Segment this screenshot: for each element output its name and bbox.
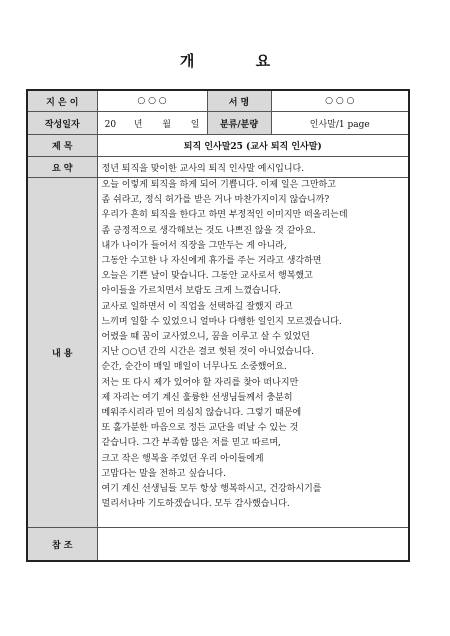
author-row bbox=[27, 90, 409, 112]
date-day-unit: 일 bbox=[190, 119, 200, 130]
content-line: 저는 또 다시 제가 있어야 할 자리를 찾아 떠나지만 bbox=[101, 377, 299, 388]
date-value bbox=[97, 112, 207, 135]
date-year: 20 bbox=[104, 119, 117, 130]
category-value: 인사말/1 page bbox=[271, 112, 409, 135]
content-line: 메워주시리라 믿어 의심치 않습니다. 그렇기 때문에 bbox=[101, 408, 302, 419]
content-line: 순간, 순간이 매일 매일이 너무나도 소중했어요. bbox=[101, 362, 287, 373]
signature-value: ○ ○ ○ bbox=[271, 90, 409, 112]
document-title: 개 요 bbox=[179, 52, 299, 70]
content-line: 또 홀가분한 마음으로 정든 교단을 떠날 수 있는 것 bbox=[101, 423, 299, 434]
summary-label: 요 약 bbox=[27, 157, 97, 178]
author-value: ○ ○ ○ bbox=[97, 90, 207, 112]
content-line: 여기 계신 선생님들 모두 항상 행복하시고, 건강하시기를 bbox=[101, 484, 322, 495]
date-month-unit: 월 bbox=[162, 119, 171, 130]
overview-table bbox=[26, 89, 410, 562]
subject-label: 제 목 bbox=[27, 135, 97, 157]
content-row bbox=[27, 178, 409, 528]
reference-label: 참 조 bbox=[27, 528, 97, 562]
content-line: 제 자리는 여기 계신 훌륭한 선생님들께서 충분히 bbox=[101, 392, 293, 403]
content-line: 내가 나이가 들어서 직장을 그만두는 게 아니라, bbox=[101, 240, 287, 251]
content-label: 내 용 bbox=[27, 178, 97, 528]
content-line: 크고 작은 행복을 주었던 우리 아이들에게 bbox=[101, 453, 264, 464]
content-line: 오늘은 기쁜 날이 맞습니다. 그동안 교사로서 행복했고 bbox=[101, 271, 313, 282]
content-line: 좀 쉬라고, 정식 허가를 받은 거나 마찬가지이지 않습니까? bbox=[101, 195, 330, 206]
category-label: 분류/분량 bbox=[207, 112, 271, 135]
content-body bbox=[97, 178, 409, 528]
content-line: 그동안 수고한 나 자신에게 휴가를 주는 거라고 생각하면 bbox=[101, 256, 322, 267]
content-line: 우리가 흔히 퇴직을 한다고 하면 부정적인 이미지만 떠올리는데 bbox=[101, 210, 348, 221]
date-row bbox=[27, 112, 409, 135]
reference-value bbox=[97, 528, 409, 562]
summary-row bbox=[27, 157, 409, 178]
content-line: 교사로 일하면서 이 직업을 선택하길 잘했지 라고 bbox=[101, 301, 293, 312]
content-line: 고맙다는 말을 전하고 싶습니다. bbox=[101, 468, 226, 479]
content-line: 지난 ○○년 간의 시간은 결코 헛된 것이 아니었습니다. bbox=[101, 347, 314, 358]
author-label: 지 은 이 bbox=[27, 90, 97, 112]
content-line: 멀리서나마 기도하겠습니다. 모두 감사했습니다. bbox=[101, 499, 290, 510]
date-label: 작성일자 bbox=[27, 112, 97, 135]
content-line: 좀 긍정적으로 생각해보는 것도 나쁘진 않을 것 같아요. bbox=[101, 225, 316, 236]
date-year-unit: 년 bbox=[133, 119, 143, 130]
summary-value: 정년 퇴직을 맞이한 교사의 퇴직 인사말 예시입니다. bbox=[97, 157, 409, 178]
content-line: 어렸을 때 꿈이 교사였으니, 꿈을 이루고 살 수 있었던 bbox=[101, 332, 310, 343]
content-line: 아이들을 가르치면서 보람도 크게 느꼈습니다. bbox=[101, 286, 281, 297]
subject-row bbox=[27, 135, 409, 157]
content-line: 오늘 이렇게 퇴직을 하게 되어 기쁩니다. 이제 일은 그만하고 bbox=[101, 180, 336, 190]
content-line: 느끼며 일할 수 있었으니 얼마나 다행한 일인지 모르겠습니다. bbox=[101, 316, 342, 327]
content-line: 같습니다. 그간 부족함 많은 저를 믿고 따르며, bbox=[101, 438, 281, 449]
signature-label: 서 명 bbox=[207, 90, 271, 112]
reference-row bbox=[27, 528, 409, 562]
subject-value: 퇴직 인사말25 (교사 퇴직 인사말) bbox=[97, 135, 409, 157]
